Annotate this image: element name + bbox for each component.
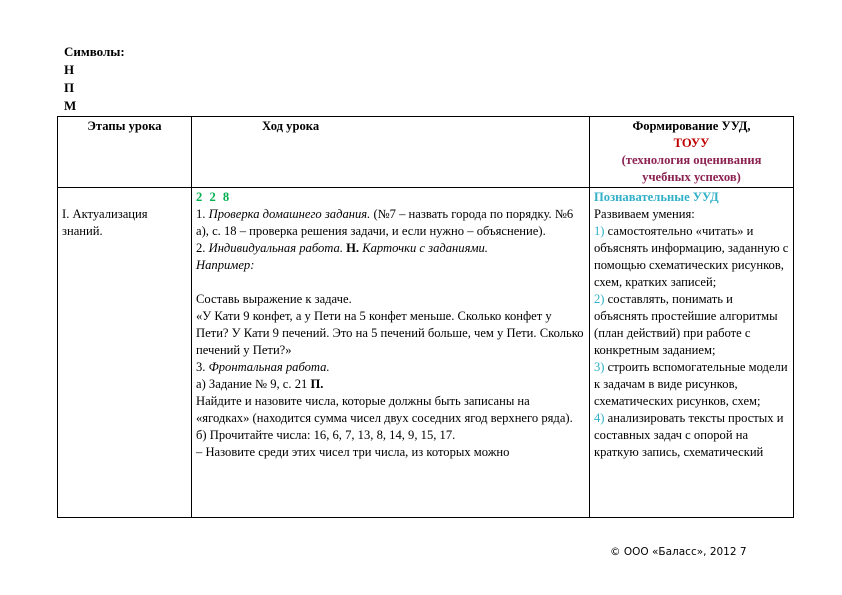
header-stages: Этапы урока [58, 117, 192, 188]
course-paragraph-5 [196, 359, 585, 376]
uud-item-text: анализировать тексты простых и составных задач с опорой на краткую запись, схематический [594, 411, 784, 459]
table-header-row [58, 117, 794, 188]
page-footer: © ООО «Баласс», 2012 7 [610, 546, 747, 558]
course-paragraph-2 [196, 240, 585, 257]
uud-cell [590, 188, 794, 518]
text-italic: Карточки с заданиями. [359, 241, 488, 255]
header-uud-line1: Формирование УУД, [632, 119, 751, 133]
text-italic: Фронтальная работа. [208, 360, 330, 374]
uud-heading: Познавательные УУД [594, 190, 719, 204]
symbols-legend [64, 43, 125, 115]
course-cell [192, 188, 590, 518]
code-1: 2 [196, 190, 205, 204]
course-paragraph-9: – Назовите среди этих чисел три числа, из которых можно [196, 445, 510, 459]
symbol-item: П [64, 80, 75, 95]
text: а) Задание № 9, с. 21 [196, 377, 311, 391]
uud-item [594, 359, 789, 410]
text-bold: П. [310, 377, 324, 391]
uud-item-text: составлять, понимать и объяснять простейшие алгоритмы (план действий) при работе с конкретным заданием; [594, 292, 778, 357]
text: 3. [196, 360, 209, 374]
spacer [196, 274, 585, 291]
stage-cell [58, 188, 192, 518]
text: 2. [196, 241, 209, 255]
symbols-title: Символы: [64, 44, 125, 59]
table-row [58, 188, 794, 518]
course-paragraph-3: Составь выражение к задаче. [196, 292, 352, 306]
uud-intro: Развиваем умения: [594, 207, 695, 221]
text-bold: Н. [342, 241, 360, 255]
text-italic: Индивидуальная работа. [208, 241, 343, 255]
uud-item-number: 1) [594, 224, 605, 238]
header-course: Ход урока [192, 117, 590, 188]
uud-item [594, 410, 789, 461]
course-paragraph-7: Найдите и назовите числа, которые должны быть записаны на «ягодках» (находится сумма чисел двух соседних ягод верхнего ряда). [196, 394, 573, 425]
symbol-codes [196, 189, 585, 206]
text: (№7 – назвать города по порядку. №6 а), с. 18 – проверка решения задачи, и если нужно – объяснение). [196, 207, 574, 238]
lesson-table [57, 116, 794, 518]
code-2: 2 [209, 190, 218, 204]
header-uud-line4: учебных успехов) [642, 170, 741, 184]
text-italic: Проверка домашнего задания. [208, 207, 371, 221]
uud-item-number: 3) [594, 360, 605, 374]
course-paragraph-6 [196, 376, 585, 393]
symbol-item: М [64, 98, 77, 113]
course-example-label: Например: [196, 258, 255, 272]
uud-item-number: 2) [594, 292, 605, 306]
stage-label: I. Актуализация знаний. [62, 207, 148, 238]
header-uud-line2: ТОУУ [673, 136, 710, 150]
code-3: 8 [222, 190, 232, 204]
uud-item-text: самостоятельно «читать» и объяснять информацию, заданную с помощью схематических рисунков, схем, кратких записей; [594, 224, 789, 289]
course-paragraph-1 [196, 206, 585, 240]
uud-item-text: строить вспомогательные модели к задачам в виде рисунков, схематических рисунков, схем; [594, 360, 788, 408]
uud-item [594, 223, 789, 291]
course-paragraph-4: «У Кати 9 конфет, а у Пети на 5 конфет меньше. Сколько конфет у Пети? У Кати 9 печений. Это на 5 печений больше, чем у Пети. Сколько печений у Пети?» [196, 309, 584, 357]
header-uud [590, 117, 794, 188]
header-uud-line3: (технология оценивания [621, 153, 762, 167]
symbol-item: Н [64, 62, 75, 77]
uud-item-number: 4) [594, 411, 605, 425]
text: 1. [196, 207, 209, 221]
course-paragraph-8: б) Прочитайте числа: 16, 6, 7, 13, 8, 14, 9, 15, 17. [196, 428, 456, 442]
uud-item [594, 291, 789, 359]
